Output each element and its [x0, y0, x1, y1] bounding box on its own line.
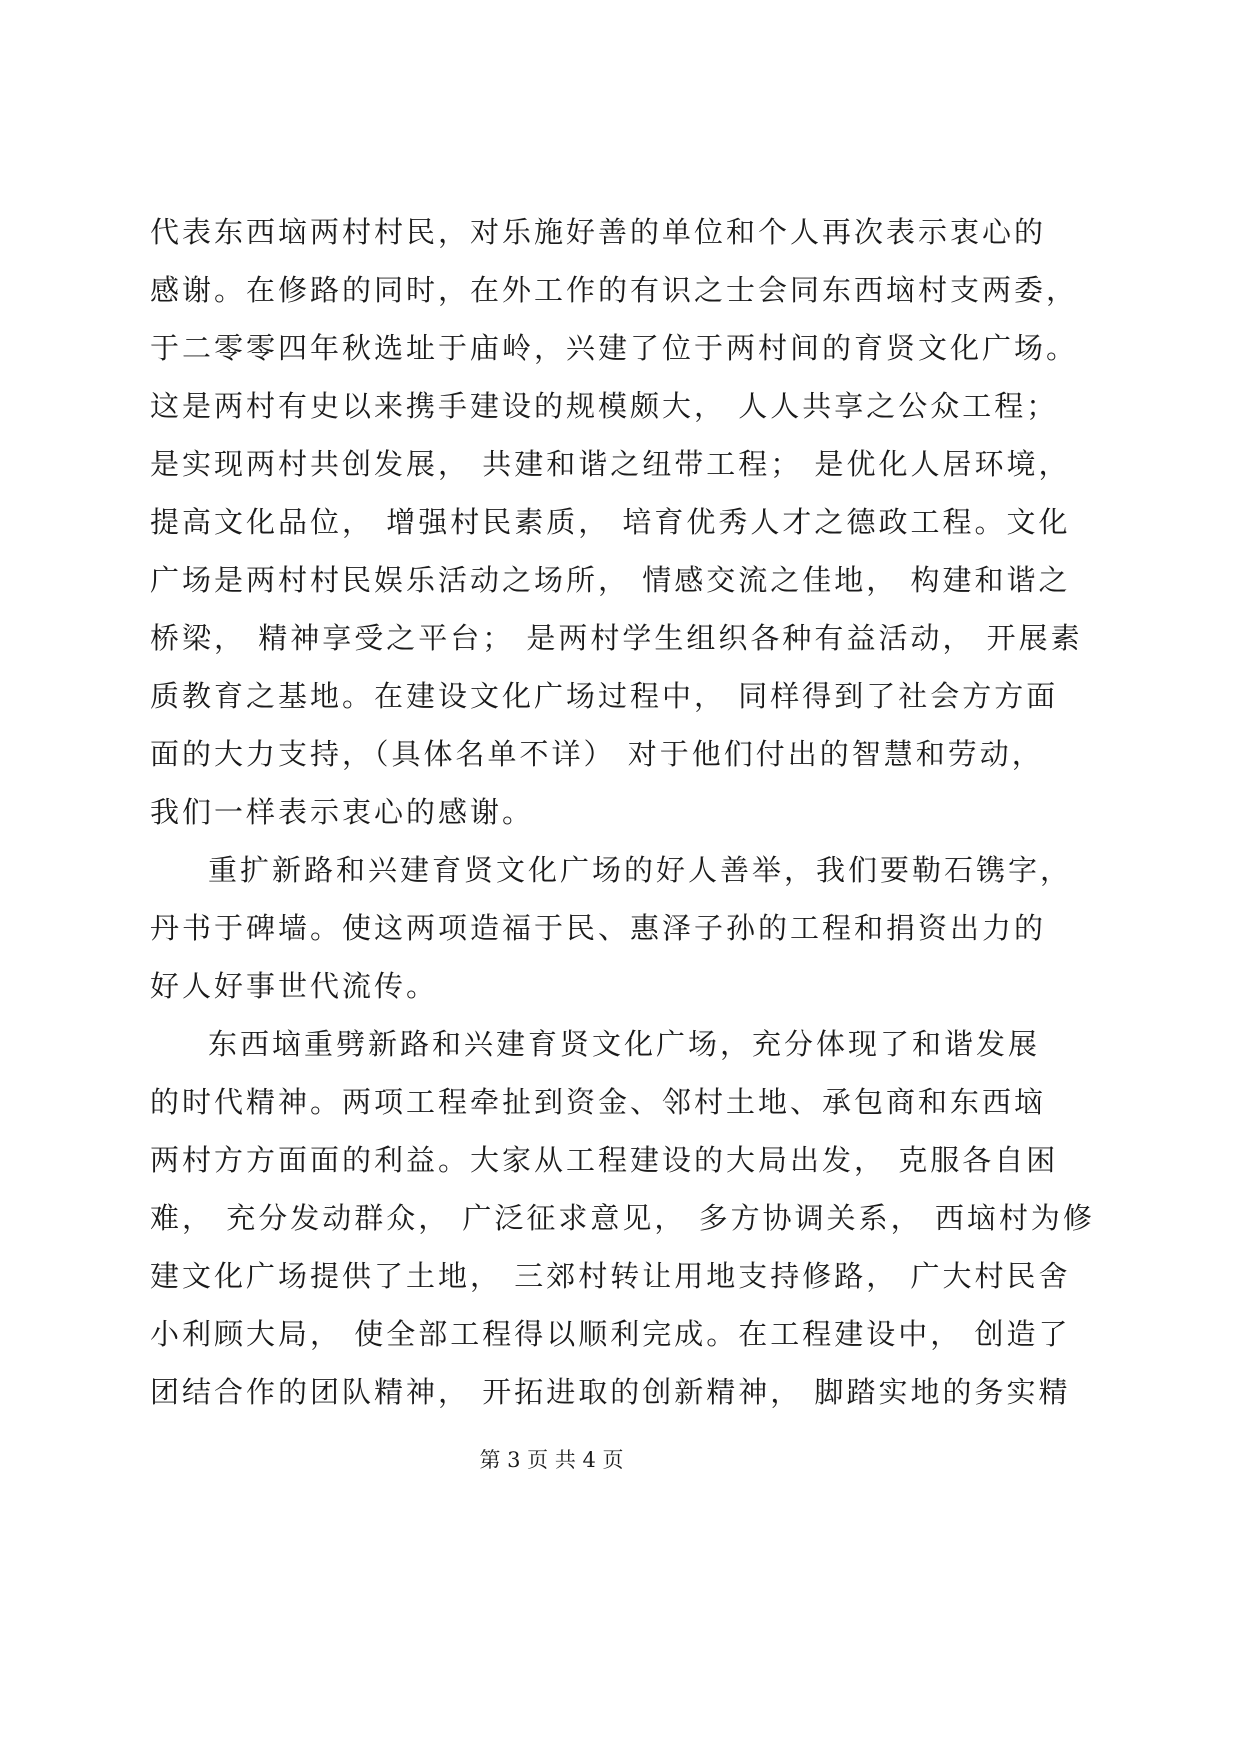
paragraph-1-line-3: 于二零零四年秋选址于庙岭，兴建了位于两村间的育贤文化广场。	[150, 331, 1079, 365]
paragraph-3-line-6: 小利顾大局， 使全部工程得以顺利完成。在工程建设中， 创造了	[150, 1317, 1071, 1351]
paragraph-3-line-5: 建文化广场提供了土地， 三郊村转让用地支持修路， 广大村民舍	[150, 1259, 1071, 1293]
page-number-footer: 第 3 页 共 4 页	[479, 1448, 624, 1472]
paragraph-2-line-1: 重扩新路和兴建育贤文化广场的好人善举，我们要勒石镌字，	[208, 853, 1073, 887]
paragraph-3-line-7: 团结合作的团队精神， 开拓进取的创新精神， 脚踏实地的务实精	[150, 1375, 1071, 1409]
paragraph-2-line-2: 丹书于碑墙。使这两项造福于民、惠泽子孙的工程和捐资出力的	[150, 911, 1047, 945]
paragraph-2-line-3: 好人好事世代流传。	[150, 969, 439, 1003]
paragraph-1-line-7: 广场是两村村民娱乐活动之场所， 情感交流之佳地， 构建和谐之	[150, 563, 1071, 597]
paragraph-1-line-4: 这是两村有史以来携手建设的规模颇大， 人人共享之公众工程；	[150, 389, 1059, 423]
paragraph-3-line-2: 的时代精神。两项工程牵扯到资金、邻村土地、承包商和东西垴	[150, 1085, 1047, 1119]
paragraph-1-line-5: 是实现两村共创发展， 共建和谐之纽带工程； 是优化人居环境，	[150, 447, 1071, 481]
paragraph-3-line-4: 难， 充分发动群众， 广泛征求意见， 多方协调关系， 西垴村为修	[150, 1201, 1095, 1235]
paragraph-1-line-1: 代表东西垴两村村民，对乐施好善的单位和个人再次表示衷心的	[150, 215, 1047, 249]
paragraph-1-line-10: 面的大力支持，（具体名单不详） 对于他们付出的智慧和劳动，	[150, 737, 1044, 771]
paragraph-1-line-6: 提高文化品位， 增强村民素质， 培育优秀人才之德政工程。文化	[150, 505, 1071, 539]
paragraph-3-line-1: 东西垴重劈新路和兴建育贤文化广场，充分体现了和谐发展	[208, 1027, 1041, 1061]
paragraph-1-line-8: 桥梁， 精神享受之平台； 是两村学生组织各种有益活动， 开展素	[150, 621, 1083, 655]
paragraph-1-line-2: 感谢。在修路的同时，在外工作的有识之士会同东西垴村支两委，	[150, 273, 1079, 307]
paragraph-1-line-11: 我们一样表示衷心的感谢。	[150, 795, 535, 829]
paragraph-1-line-9: 质教育之基地。在建设文化广场过程中， 同样得到了社会方方面	[150, 679, 1059, 713]
paragraph-3-line-3: 两村方方面面的利益。大家从工程建设的大局出发， 克服各自困	[150, 1143, 1059, 1177]
